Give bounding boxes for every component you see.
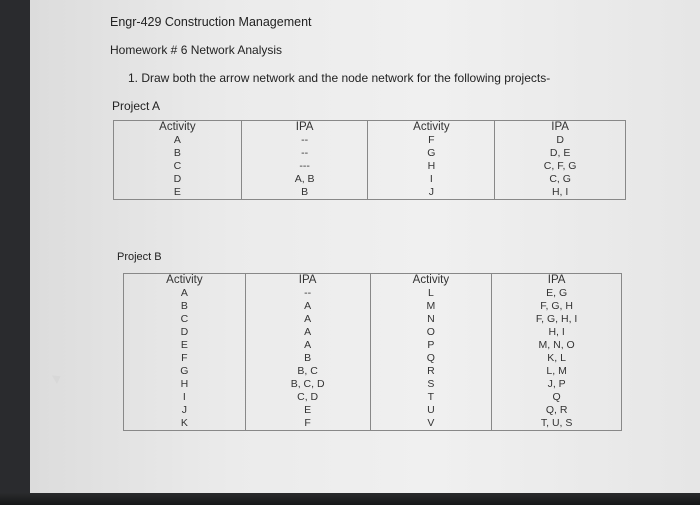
ipa-cell: K, L [492,352,622,365]
activity-cell: O [370,326,492,339]
project-a-table [113,120,626,200]
ipa-cell: T, U, S [492,417,622,431]
activity-cell: A [114,134,242,147]
activity-cell: Q [370,352,492,365]
activity-cell: D [114,173,242,186]
ipa-cell: B [245,352,370,365]
table-header-row [124,274,622,288]
activity-cell: J [368,186,495,200]
table-row [114,147,626,160]
activity-cell: H [124,378,246,391]
ipa-cell: A [245,326,370,339]
activity-cell: R [370,365,492,378]
page-bottom-shadow [0,493,700,505]
project-b-table [123,273,622,431]
ipa-cell: L, M [492,365,622,378]
ipa-cell: F, G, H, I [492,313,622,326]
table-row [124,404,622,417]
ipa-cell: Q, R [492,404,622,417]
header-cell: IPA [245,274,370,288]
activity-cell: S [370,378,492,391]
ipa-cell: B [241,186,368,200]
activity-cell: J [124,404,246,417]
table-row [114,173,626,186]
activity-cell: U [370,404,492,417]
ipa-cell: B, C, D [245,378,370,391]
activity-cell: B [114,147,242,160]
table-row [124,417,622,431]
activity-cell: G [124,365,246,378]
ipa-cell: E, G [492,287,622,300]
ipa-cell: A [245,300,370,313]
table-row [114,134,626,147]
table-row [124,352,622,365]
activity-cell: K [124,417,246,431]
ipa-cell: F, G, H [492,300,622,313]
ipa-cell: D, E [495,147,626,160]
ipa-cell: C, D [245,391,370,404]
ipa-cell: B, C [245,365,370,378]
activity-cell: P [370,339,492,352]
header-cell: IPA [241,121,368,135]
activity-cell: T [370,391,492,404]
header-cell: Activity [124,274,246,288]
ipa-cell: -- [245,287,370,300]
ipa-cell: --- [241,160,368,173]
activity-cell: E [124,339,246,352]
table-row [124,300,622,313]
header-cell: IPA [495,121,626,135]
project-b-title: Project B [117,251,162,263]
activity-cell: A [124,287,246,300]
ipa-cell: C, F, G [495,160,626,173]
activity-cell: D [124,326,246,339]
ipa-cell: A [245,313,370,326]
header-cell: Activity [370,274,492,288]
activity-cell: V [370,417,492,431]
table-row [124,378,622,391]
activity-cell: M [370,300,492,313]
table-row [114,160,626,173]
table-row [124,313,622,326]
homework-title: Homework # 6 Network Analysis [110,43,283,57]
ipa-cell: H, I [495,186,626,200]
desk-background [0,0,30,505]
table-row [124,365,622,378]
activity-cell: E [114,186,242,200]
header-cell: IPA [492,274,622,288]
ipa-cell: -- [241,134,368,147]
project-a-title: Project A [112,99,161,113]
table-row [124,339,622,352]
ipa-cell: E [245,404,370,417]
activity-cell: L [370,287,492,300]
table-header-row [114,121,626,135]
ipa-cell: A [245,339,370,352]
table-row [124,391,622,404]
question-text: 1. Draw both the arrow network and the node network for the following projects- [128,71,551,85]
activity-cell: F [368,134,495,147]
activity-cell: G [368,147,495,160]
ipa-cell: M, N, O [492,339,622,352]
ipa-cell: F [245,417,370,431]
table-row [124,287,622,300]
activity-cell: I [124,391,246,404]
ipa-cell: C, G [495,173,626,186]
ipa-cell: -- [241,147,368,160]
activity-cell: N [370,313,492,326]
activity-cell: F [124,352,246,365]
table-row [124,326,622,339]
header-cell: Activity [114,121,242,135]
ipa-cell: D [495,134,626,147]
activity-cell: C [124,313,246,326]
activity-cell: H [368,160,495,173]
activity-cell: C [114,160,242,173]
activity-cell: B [124,300,246,313]
table-row [114,186,626,200]
header-cell: Activity [368,121,495,135]
ipa-cell: H, I [492,326,622,339]
ipa-cell: Q [492,391,622,404]
activity-cell: I [368,173,495,186]
course-title: Engr-429 Construction Management [110,15,312,29]
ipa-cell: A, B [241,173,368,186]
ipa-cell: J, P [492,378,622,391]
